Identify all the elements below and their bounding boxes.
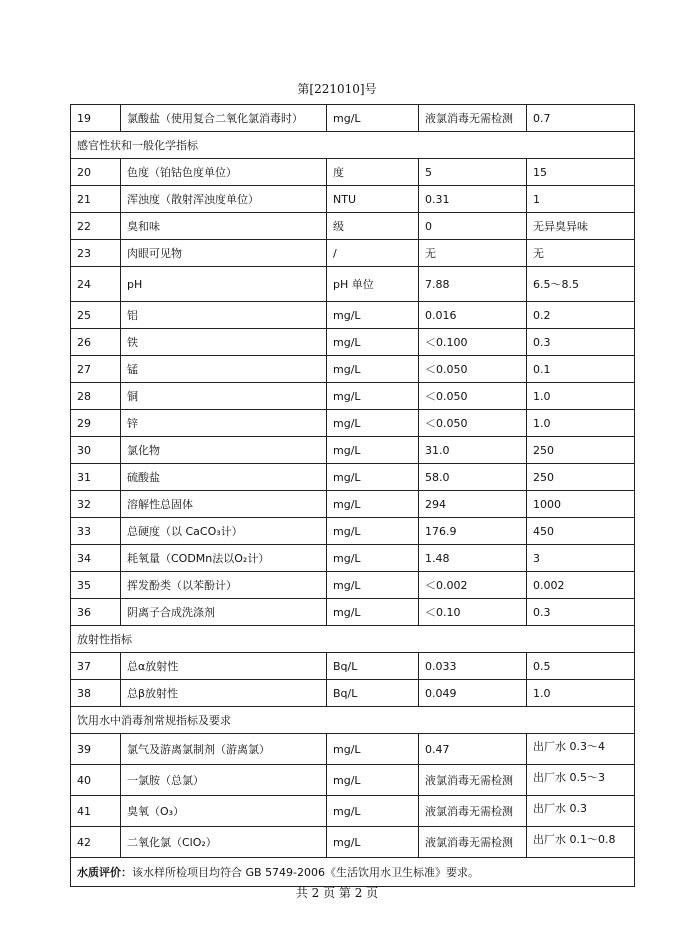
item-name: 挥发酚类（以苯酚计）	[121, 572, 327, 599]
item-result: 液氯消毒无需检测	[419, 796, 527, 827]
item-unit: pH 单位	[327, 267, 419, 302]
item-unit: mg/L	[327, 105, 419, 132]
item-number: 42	[71, 827, 121, 858]
section-header-row	[71, 132, 635, 159]
item-number: 25	[71, 302, 121, 329]
table-row	[71, 356, 635, 383]
page-footer: 共 2 页 第 2 页	[295, 886, 379, 900]
item-name: 色度（铂钴色度单位）	[121, 159, 327, 186]
item-limit: 0.3	[527, 329, 635, 356]
item-number: 29	[71, 410, 121, 437]
item-limit: 0.3	[527, 599, 635, 626]
section-title: 感官性状和一般化学指标	[71, 132, 635, 159]
item-name: 一氯胺（总氯）	[121, 765, 327, 796]
item-unit: mg/L	[327, 765, 419, 796]
item-unit: mg/L	[327, 356, 419, 383]
item-result: ＜0.050	[419, 383, 527, 410]
item-result: 58.0	[419, 464, 527, 491]
section-title: 饮用水中消毒剂常规指标及要求	[71, 707, 635, 734]
item-limit: 出厂水 0.5～3	[527, 765, 635, 796]
item-name: pH	[121, 267, 327, 302]
item-unit: 度	[327, 159, 419, 186]
item-name: 氯气及游离氯制剂（游离氯）	[121, 734, 327, 765]
item-number: 37	[71, 653, 121, 680]
item-limit: 1.0	[527, 410, 635, 437]
table-row	[71, 302, 635, 329]
item-number: 21	[71, 186, 121, 213]
item-unit: mg/L	[327, 464, 419, 491]
item-number: 39	[71, 734, 121, 765]
table-row	[71, 329, 635, 356]
item-result: 5	[419, 159, 527, 186]
item-result: 无	[419, 240, 527, 267]
item-number: 31	[71, 464, 121, 491]
item-unit: mg/L	[327, 734, 419, 765]
item-unit: NTU	[327, 186, 419, 213]
table-row	[71, 572, 635, 599]
item-limit: 1.0	[527, 383, 635, 410]
evaluation-text: 该水样所检项目均符合 GB 5749-2006《生活饮用水卫生标准》要求。	[132, 866, 480, 879]
item-result: 0.033	[419, 653, 527, 680]
item-name: 耗氧量（CODMn法以O₂计）	[121, 545, 327, 572]
item-unit: Bq/L	[327, 653, 419, 680]
item-unit: 级	[327, 213, 419, 240]
item-limit: 0.1	[527, 356, 635, 383]
item-number: 20	[71, 159, 121, 186]
item-number: 24	[71, 267, 121, 302]
table-row	[71, 518, 635, 545]
item-result: 176.9	[419, 518, 527, 545]
item-unit: /	[327, 240, 419, 267]
section-header-row	[71, 707, 635, 734]
table-row	[71, 796, 635, 827]
item-unit: mg/L	[327, 572, 419, 599]
table-row	[71, 599, 635, 626]
item-result: 0.47	[419, 734, 527, 765]
item-unit: mg/L	[327, 410, 419, 437]
item-number: 23	[71, 240, 121, 267]
item-result: 31.0	[419, 437, 527, 464]
item-limit: 无	[527, 240, 635, 267]
item-result: 7.88	[419, 267, 527, 302]
item-limit: 3	[527, 545, 635, 572]
table-row	[71, 765, 635, 796]
item-name: 锌	[121, 410, 327, 437]
item-name: 臭氧（O₃）	[121, 796, 327, 827]
table-row	[71, 240, 635, 267]
item-result: 294	[419, 491, 527, 518]
item-limit: 0.002	[527, 572, 635, 599]
table-row	[71, 105, 635, 132]
item-result: 0.31	[419, 186, 527, 213]
item-name: 铁	[121, 329, 327, 356]
item-result: 0.049	[419, 680, 527, 707]
item-unit: mg/L	[327, 827, 419, 858]
item-unit: mg/L	[327, 599, 419, 626]
item-number: 22	[71, 213, 121, 240]
item-name: 浑浊度（散射浑浊度单位）	[121, 186, 327, 213]
item-limit: 0.2	[527, 302, 635, 329]
item-name: 二氧化氯（ClO₂）	[121, 827, 327, 858]
item-limit: 无异臭异味	[527, 213, 635, 240]
item-name: 总α放射性	[121, 653, 327, 680]
item-unit: mg/L	[327, 437, 419, 464]
item-name: 铜	[121, 383, 327, 410]
item-limit: 0.7	[527, 105, 635, 132]
table-row	[71, 383, 635, 410]
item-name: 氯化物	[121, 437, 327, 464]
item-limit: 出厂水 0.1～0.8	[527, 827, 635, 858]
item-number: 30	[71, 437, 121, 464]
item-name: 硫酸盐	[121, 464, 327, 491]
item-unit: mg/L	[327, 796, 419, 827]
evaluation-label: 水质评价：	[77, 866, 132, 879]
item-number: 19	[71, 105, 121, 132]
item-number: 40	[71, 765, 121, 796]
item-limit: 出厂水 0.3～4	[527, 734, 635, 765]
table-body	[71, 105, 635, 887]
water-quality-table	[70, 104, 635, 887]
item-unit: mg/L	[327, 329, 419, 356]
item-number: 28	[71, 383, 121, 410]
item-result: 1.48	[419, 545, 527, 572]
item-number: 26	[71, 329, 121, 356]
table-row	[71, 186, 635, 213]
item-number: 38	[71, 680, 121, 707]
item-name: 肉眼可见物	[121, 240, 327, 267]
item-result: ＜0.050	[419, 410, 527, 437]
table-row	[71, 653, 635, 680]
item-limit: 1.0	[527, 680, 635, 707]
table-row	[71, 267, 635, 302]
item-limit: 15	[527, 159, 635, 186]
item-result: ＜0.002	[419, 572, 527, 599]
item-name: 锰	[121, 356, 327, 383]
item-name: 阴离子合成洗涤剂	[121, 599, 327, 626]
report-number: 第[221010]号	[297, 82, 377, 96]
item-number: 33	[71, 518, 121, 545]
item-limit: 250	[527, 464, 635, 491]
item-number: 41	[71, 796, 121, 827]
item-unit: mg/L	[327, 491, 419, 518]
item-result: 0	[419, 213, 527, 240]
item-limit: 450	[527, 518, 635, 545]
item-result: ＜0.100	[419, 329, 527, 356]
item-number: 34	[71, 545, 121, 572]
item-number: 27	[71, 356, 121, 383]
item-name: 铝	[121, 302, 327, 329]
item-unit: Bq/L	[327, 680, 419, 707]
item-result: ＜0.050	[419, 356, 527, 383]
item-result: 0.016	[419, 302, 527, 329]
item-name: 臭和味	[121, 213, 327, 240]
item-limit: 1	[527, 186, 635, 213]
item-number: 35	[71, 572, 121, 599]
item-result: 液氯消毒无需检测	[419, 827, 527, 858]
table-row	[71, 545, 635, 572]
table-row	[71, 213, 635, 240]
item-unit: mg/L	[327, 518, 419, 545]
item-name: 溶解性总固体	[121, 491, 327, 518]
table-row	[71, 827, 635, 858]
table-row	[71, 410, 635, 437]
table-row	[71, 680, 635, 707]
item-result: 液氯消毒无需检测	[419, 105, 527, 132]
item-unit: mg/L	[327, 302, 419, 329]
item-limit: 250	[527, 437, 635, 464]
item-limit: 6.5～8.5	[527, 267, 635, 302]
item-limit: 0.5	[527, 653, 635, 680]
item-number: 36	[71, 599, 121, 626]
evaluation-cell	[71, 858, 635, 887]
table-row	[71, 464, 635, 491]
table-row	[71, 437, 635, 464]
item-unit: mg/L	[327, 383, 419, 410]
item-result: 液氯消毒无需检测	[419, 765, 527, 796]
evaluation-row	[71, 858, 635, 887]
item-name: 氯酸盐（使用复合二氧化氯消毒时）	[121, 105, 327, 132]
section-header-row	[71, 626, 635, 653]
table-row	[71, 491, 635, 518]
item-limit: 1000	[527, 491, 635, 518]
table-row	[71, 159, 635, 186]
item-limit: 出厂水 0.3	[527, 796, 635, 827]
table-row	[71, 734, 635, 765]
item-result: ＜0.10	[419, 599, 527, 626]
item-unit: mg/L	[327, 545, 419, 572]
item-name: 总硬度（以 CaCO₃计）	[121, 518, 327, 545]
item-number: 32	[71, 491, 121, 518]
section-title: 放射性指标	[71, 626, 635, 653]
item-name: 总β放射性	[121, 680, 327, 707]
